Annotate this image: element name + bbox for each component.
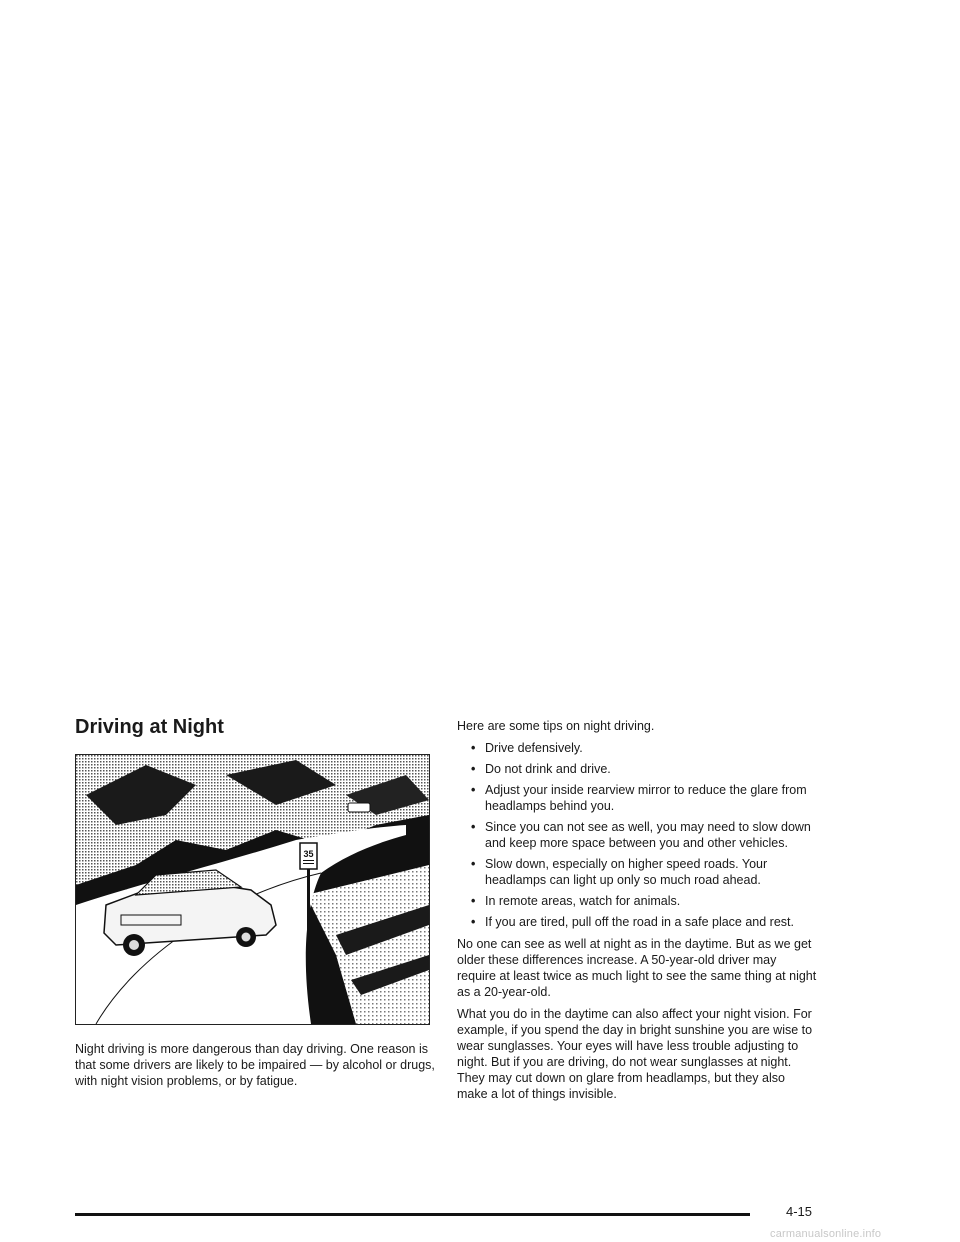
tip-item: • Adjust your inside rearview mirror to reduce the glare from headlamps behind you.	[457, 782, 817, 814]
tip-item: • Slow down, especially on higher speed roads. Your headlamps can light up only so much road ahead.	[457, 856, 817, 888]
page-number: 4-15	[786, 1204, 813, 1219]
night-road-drawing	[76, 755, 429, 1024]
footer-rule	[75, 1213, 750, 1216]
section-title: Driving at Night	[75, 716, 224, 738]
tips-intro: Here are some tips on night driving.	[457, 719, 655, 733]
section-caption: Night driving is more dangerous than day driving. One reason is that some drivers are likely to be impaired — by alcohol or drugs, with night vision problems, or by fatigue.	[75, 1042, 435, 1088]
daytime-paragraph: What you do in the daytime can also affect your night vision. For example, if you spend the day in bright sunshine you are wise to wear sunglasses. Your eyes will have less trouble adjusting to night. But if you are driving, do not wear sunglasses at night. They may cut down on glare from headlamps, but they also make a lot of things invisible.	[457, 1007, 813, 1101]
tips-list	[457, 740, 817, 930]
night-driving-illustration	[75, 754, 430, 1025]
watermark: carmanualsonline.info	[770, 1228, 882, 1240]
tip-item: • If you are tired, pull off the road in a safe place and rest.	[457, 914, 817, 930]
tip-item: • Drive defensively.	[457, 740, 817, 756]
tip-item: • Since you can not see as well, you may need to slow down and keep more space between you and other vehicles.	[457, 819, 817, 851]
speed-limit-sign: 35	[303, 849, 314, 859]
night-vision-paragraph: No one can see as well at night as in the daytime. But as we get older these differences increase. A 50-year-old driver may require at least twice as much light to see the same thing at night as a 20-year-old.	[457, 937, 817, 999]
tip-item: • In remote areas, watch for animals.	[457, 893, 817, 909]
tip-item: • Do not drink and drive.	[457, 761, 817, 777]
tips-column	[457, 718, 817, 1108]
